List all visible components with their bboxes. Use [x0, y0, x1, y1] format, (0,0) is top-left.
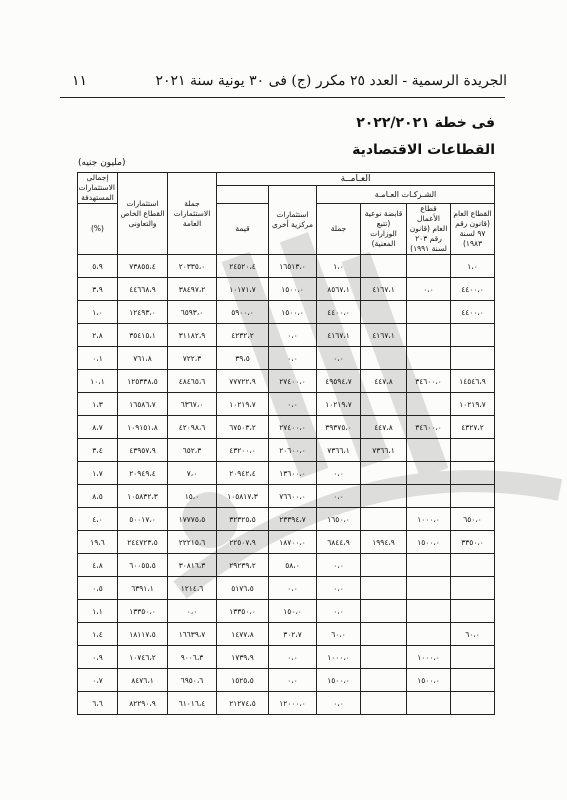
table-row: [78, 416, 495, 439]
table-row: [78, 669, 495, 692]
table-cell: [451, 347, 495, 370]
table-cell: ١٢١٤،٦: [168, 577, 217, 600]
table-cell: ٤٣٢٠٠،٠: [217, 439, 269, 462]
table-cell: [361, 577, 407, 600]
table-cell: [361, 485, 407, 508]
table-cell: ١٥٠٠،٠: [269, 278, 317, 301]
table-cell: [361, 347, 407, 370]
table-cell: ٦،٦: [78, 692, 118, 715]
table-cell: ٥،٩: [78, 255, 118, 278]
table-cell: ٦٠،٠: [451, 623, 495, 646]
table-cell: ٥١٧٦،٥: [217, 577, 269, 600]
plan-title: فى خطة ٢٠٢٢/٢٠٢١: [356, 115, 495, 131]
table-cell: ٢٢٢١٥،٦: [168, 531, 217, 554]
table-cell: ٤٩٥٩٤،٧: [317, 370, 361, 393]
table-cell: ٧٧٧٢٢،٩: [217, 370, 269, 393]
table-row: [78, 439, 495, 462]
header-business203: قطاع الأعمال العام (قانون رقم ٢٠٣ لسنة ١٩٩١): [407, 204, 451, 255]
table-cell: ٤٣٩٥٧،٩: [118, 439, 168, 462]
table-cell: ٢٠٩٤٩،٤: [118, 462, 168, 485]
table-cell: ٣٢٣٢٥،٥: [217, 508, 269, 531]
table-cell: [361, 669, 407, 692]
table-cell: ١،٠: [451, 255, 495, 278]
header-central-other: استثمارات مركزية أخرى: [269, 186, 317, 255]
table-cell: [361, 692, 407, 715]
table-cell: ٣٣٥٠،٠: [451, 531, 495, 554]
table-cell: ١٠٠٠،٠: [407, 508, 451, 531]
table-cell: ٧٣٦٦،١: [361, 439, 407, 462]
table-cell: ١٠٠٠،٠: [407, 646, 451, 669]
table-cell: [407, 255, 451, 278]
table-cell: [451, 462, 495, 485]
table-cell: ٧٣٦٦،١: [317, 439, 361, 462]
table-cell: ١٩،٦: [78, 531, 118, 554]
table-cell: ٣٥٤١٥،١: [118, 324, 168, 347]
table-cell: [451, 600, 495, 623]
table-cell: ٠،٧: [78, 669, 118, 692]
table-row: [78, 577, 495, 600]
table-cell: ٥٨،٠: [269, 554, 317, 577]
table-cell: ٠،٥: [78, 577, 118, 600]
table-cell: ٣٨٤٩٧،٢: [168, 278, 217, 301]
table-cell: ٦٣٩١،١: [118, 577, 168, 600]
table-cell: ٠،١: [78, 347, 118, 370]
header-percent: (%): [78, 204, 118, 255]
table-body: [78, 255, 495, 715]
table-row: [78, 531, 495, 554]
table-cell: ٠،٠: [269, 393, 317, 416]
unit-label: (مليون جنيه): [78, 158, 126, 168]
table-cell: ٧٢٢،٣: [168, 347, 217, 370]
table-cell: [361, 600, 407, 623]
table-cell: ٠،٠: [317, 462, 361, 485]
table-cell: ٤٢٠٩٨،٦: [168, 416, 217, 439]
table-cell: ١٨١١٧،٥: [118, 623, 168, 646]
table-cell: ٧٣٨٥٥،٤: [118, 255, 168, 278]
table-cell: ٠،٠: [269, 324, 317, 347]
table-cell: ٢٤٤٧٢٣،٥: [118, 531, 168, 554]
header-value: قيمة: [217, 204, 269, 255]
table-cell: ٤٢٣٢،٢: [217, 324, 269, 347]
table-cell: ١٠٢١٩،٧: [317, 393, 361, 416]
table-cell: ١٠٥٨١٧،٣: [217, 485, 269, 508]
table-cell: [361, 462, 407, 485]
table-cell: ٢٣٣٩٤،٧: [269, 508, 317, 531]
table-cell: ٣،٤: [78, 439, 118, 462]
table-cell: [361, 646, 407, 669]
table-cell: ٠،٠: [269, 669, 317, 692]
table-row: [78, 692, 495, 715]
table-row: [78, 646, 495, 669]
table-cell: ٧،٠: [168, 462, 217, 485]
table-cell: ١٤٥٤٦،٩: [451, 370, 495, 393]
table-cell: ١٨٧٠٠،٠: [269, 531, 317, 554]
table-cell: ٤١٦٧،١: [361, 278, 407, 301]
table-row: [78, 508, 495, 531]
table-cell: ١٠٢١٩،٧: [217, 393, 269, 416]
table-cell: ٠،٠: [168, 600, 217, 623]
sectors-title: القطاعات الاقتصادية: [352, 142, 495, 158]
table-cell: ٦٥٠،٠: [451, 508, 495, 531]
table-cell: ١٥،٠: [168, 485, 217, 508]
table-cell: [361, 301, 407, 324]
header-total-companies: جملة: [317, 204, 361, 255]
table-row: [78, 623, 495, 646]
page-number: ١١: [72, 73, 88, 89]
table-cell: [407, 301, 451, 324]
table-cell: ١٢٠٠٠،٠: [269, 692, 317, 715]
table-cell: ٣٤٦٠٠،٠: [407, 370, 451, 393]
table-cell: ٠،٩: [78, 646, 118, 669]
header-rule: [60, 97, 505, 98]
table-cell: ١٩٩٤،٩: [361, 531, 407, 554]
table-cell: ١٥٢٥،٥: [217, 669, 269, 692]
table-cell: ٣١١٨٢،٩: [168, 324, 217, 347]
running-header: [72, 68, 507, 94]
header-sector97: القطاع العام (قانون رقم ٩٧ لسنة ١٩٨٣): [451, 204, 495, 255]
table-cell: ١٣٦٠٠،٠: [269, 462, 317, 485]
table-cell: ١،٤: [78, 623, 118, 646]
table-row: [78, 255, 495, 278]
table-cell: ٠،٠: [317, 347, 361, 370]
table-cell: ٤٤٦٦٨،٩: [118, 278, 168, 301]
table-cell: ٣٤٦٠٠،٠: [407, 416, 451, 439]
table-cell: ٢٠٦٠٠،٠: [269, 439, 317, 462]
table-row: [78, 485, 495, 508]
header-companies: الشـركـات العـامـة: [317, 186, 495, 204]
running-title: الجريدة الرسمية - العدد ٢٥ مكرر (ج) فى ٣٠ يونية سنة ٢٠٢١: [155, 73, 507, 89]
table-cell: ١٦٥٨٦،٧: [118, 393, 168, 416]
table-cell: ٨٥٦٧،١: [317, 278, 361, 301]
table-cell: [361, 255, 407, 278]
table-cell: [361, 508, 407, 531]
table-cell: ١٠١٧١،٧: [217, 278, 269, 301]
table-cell: ٨٢٢٩٠،٩: [118, 692, 168, 715]
table-cell: [361, 623, 407, 646]
table-cell: ٦٠،٠: [317, 623, 361, 646]
table-cell: [407, 577, 451, 600]
table-cell: ٢٩٢٣٩،٢: [217, 554, 269, 577]
table-cell: [407, 600, 451, 623]
table-cell: ٣،٩: [78, 278, 118, 301]
table-cell: [407, 485, 451, 508]
table-cell: ٦١٠١٦،٤: [168, 692, 217, 715]
table-cell: ٤١٦٧،١: [361, 324, 407, 347]
table-cell: [407, 347, 451, 370]
table-cell: ٦٨٤٤،٩: [317, 531, 361, 554]
table-cell: [451, 577, 495, 600]
table-cell: ٣٩،٥: [217, 347, 269, 370]
table-cell: ٧٦١،٨: [118, 347, 168, 370]
table-cell: ٤٤٠٠،٠: [317, 301, 361, 324]
table-cell: ١،١: [78, 600, 118, 623]
table-row: [78, 370, 495, 393]
table-cell: ٠،٠: [317, 692, 361, 715]
table-cell: ١٠٠٠،٠: [317, 646, 361, 669]
table-cell: ٣٠٢،٧: [269, 623, 317, 646]
table-row: [78, 462, 495, 485]
table-cell: ٠،٠: [317, 577, 361, 600]
table-cell: [407, 623, 451, 646]
table-cell: ٩٠٠٦،٣: [168, 646, 217, 669]
table-cell: ١٥٠٠،٠: [407, 669, 451, 692]
table-cell: ٤٣٢٧،٢: [451, 416, 495, 439]
table-row: [78, 278, 495, 301]
table-row: [78, 393, 495, 416]
table-cell: ٠،٠: [269, 347, 317, 370]
table-cell: [407, 554, 451, 577]
table-cell: ١٠،١: [78, 370, 118, 393]
table-cell: ١٦٦٣٩،٧: [168, 623, 217, 646]
table-row: [78, 301, 495, 324]
table-cell: [407, 393, 451, 416]
table-cell: ٢٠٣٣٥،٠: [168, 255, 217, 278]
table-cell: ٠،٠: [269, 646, 317, 669]
table-cell: ١٢٤٩٣،٠: [118, 301, 168, 324]
table-cell: ٤٤٠٠،٠: [451, 301, 495, 324]
table-cell: ١٣٣٥٠،٠: [118, 600, 168, 623]
table-cell: [451, 692, 495, 715]
table-cell: [407, 439, 451, 462]
table-cell: ٣٩٣٧٥،٠: [317, 416, 361, 439]
table-cell: ٦٣٦٧،٠: [168, 393, 217, 416]
table-cell: ١٥٠٠،٠: [269, 301, 317, 324]
table-cell: ٢٠٩٤٢،٤: [217, 462, 269, 485]
table-cell: ٤،٠: [78, 508, 118, 531]
table-cell: ٢١٢٧٤،٥: [217, 692, 269, 715]
table-cell: ١٠٢١٩،٧: [451, 393, 495, 416]
table-cell: ١٤٧٧،٨: [217, 623, 269, 646]
header-total-target: إجمالى الاستثمارات المستهدفة: [78, 173, 118, 204]
table-cell: ٦٠٠٥٥،٥: [118, 554, 168, 577]
table-cell: ١٥٠،٠: [269, 600, 317, 623]
table-cell: ١٣٣٥٠،٠: [217, 600, 269, 623]
table-cell: [361, 554, 407, 577]
table-cell: [361, 393, 407, 416]
table-cell: ١،٠: [317, 255, 361, 278]
table-cell: ٦٧٥٠٣،٢: [217, 416, 269, 439]
table-cell: ٦٥٩٣،٠: [168, 301, 217, 324]
table-cell: ٢،٨: [78, 324, 118, 347]
header-private: استثمارات القطاع الخاص والتعاونى: [118, 173, 168, 255]
table-cell: ١،٣: [78, 393, 118, 416]
table-cell: ٤٤٠٠،٠: [451, 278, 495, 301]
table-cell: ١،٠: [78, 301, 118, 324]
table-cell: ١٧٣٩،٩: [217, 646, 269, 669]
table-cell: ٦٩٥٠،٦: [168, 669, 217, 692]
table-cell: ٠،٠: [317, 554, 361, 577]
investments-table: [77, 172, 495, 715]
table-cell: [407, 692, 451, 715]
table-cell: ٤٤٧،٨: [361, 370, 407, 393]
table-row: [78, 324, 495, 347]
table-cell: ١٠٩١٥١،٨: [118, 416, 168, 439]
table-cell: [451, 554, 495, 577]
table-row: [78, 554, 495, 577]
table-cell: ٠،٠: [269, 577, 317, 600]
table-cell: [451, 485, 495, 508]
table-cell: ٣٠٨١٦،٣: [168, 554, 217, 577]
table-cell: ٠،٠: [407, 278, 451, 301]
header-public: العـامــة: [217, 173, 495, 186]
table-cell: ٧٦٦٠٠،٠: [269, 485, 317, 508]
table-cell: ٥٩٠٠،٠: [217, 301, 269, 324]
table-cell: ١٠٧٤٦،٢: [118, 646, 168, 669]
table-cell: ٥٠٠١٧،٠: [118, 508, 168, 531]
table-cell: [451, 439, 495, 462]
table-cell: ٠،٠: [317, 600, 361, 623]
table-cell: ٨،٥: [78, 485, 118, 508]
table-cell: ٦٥٢،٣: [168, 439, 217, 462]
table-cell: ٨٤٧٦،١: [118, 669, 168, 692]
table-cell: ٤،٨: [78, 554, 118, 577]
table-cell: ١٦٥١٣،٠: [269, 255, 317, 278]
table-cell: ١٦٥٠،٠: [317, 508, 361, 531]
header-holding: قابضة نوعية (تتبع الوزارات المعنية): [361, 204, 407, 255]
table-cell: ١٢٥٣٣٨،٥: [118, 370, 168, 393]
table-row: [78, 347, 495, 370]
table-cell: ١،٧: [78, 462, 118, 485]
table-cell: ٨،٧: [78, 416, 118, 439]
table-cell: ١٥٠٠،٠: [317, 669, 361, 692]
table-cell: [451, 669, 495, 692]
table-cell: [407, 462, 451, 485]
table-cell: ٢٧٤٠٠،٠: [269, 416, 317, 439]
table-cell: [451, 646, 495, 669]
table-cell: ٤٤٧،٨: [361, 416, 407, 439]
table-cell: ١٥٠٠،٠: [407, 531, 451, 554]
header-total-public: جملة الاستثمارات العامة: [168, 173, 217, 255]
table-cell: [407, 324, 451, 347]
table-cell: ٢٤٥٢٠،٤: [217, 255, 269, 278]
table-row: [78, 600, 495, 623]
table-cell: ١٧٧٧٥،٥: [168, 508, 217, 531]
table-cell: ٠،٠: [317, 485, 361, 508]
table-cell: ٢٢٥٠٧،٩: [217, 531, 269, 554]
table-cell: ١٠٥٨٣٢،٣: [118, 485, 168, 508]
table-cell: ٤١٦٧،١: [317, 324, 361, 347]
table-cell: ٤٨٤٦٥،٦: [168, 370, 217, 393]
table-cell: ٢٧٤٠٠،٠: [269, 370, 317, 393]
table-cell: [451, 324, 495, 347]
